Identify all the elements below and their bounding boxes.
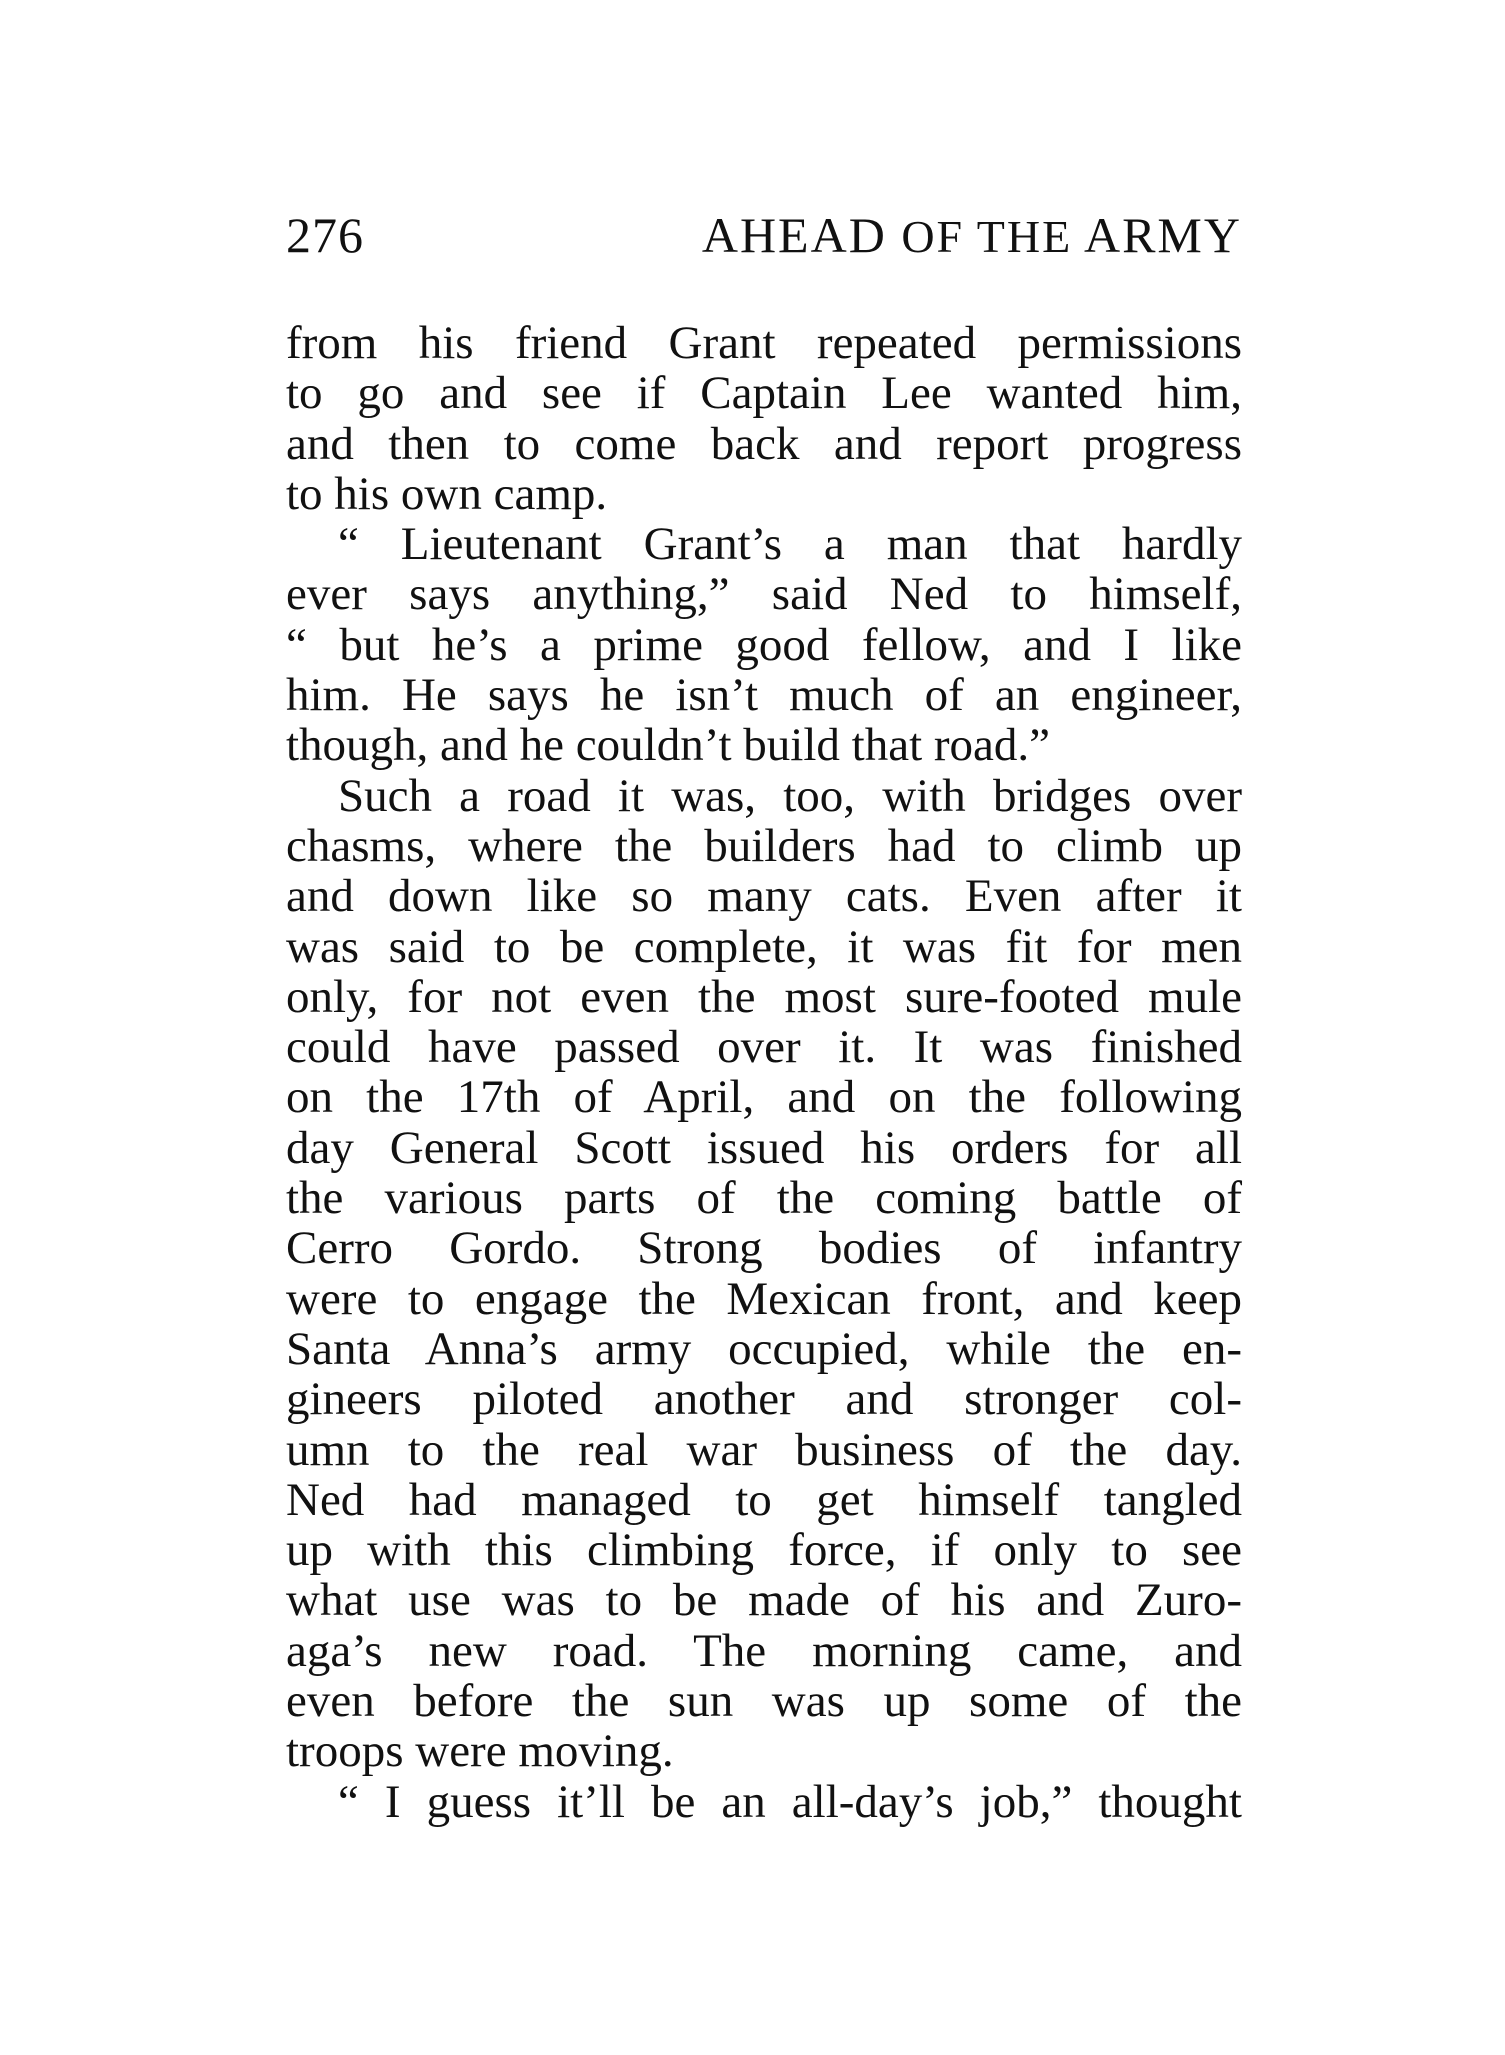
- running-head: [286, 200, 1242, 270]
- text-line: though, and he couldn’t build that road.”: [286, 719, 1051, 772]
- text-line: the various parts of the coming battle of: [286, 1172, 1242, 1225]
- text-line: from his friend Grant repeated permissions: [286, 317, 1242, 369]
- text-line: could have passed over it. It was finished: [286, 1021, 1242, 1074]
- text-line: Ned had managed to get himself tangled: [286, 1473, 1242, 1526]
- text-line: what use was to be made of his and Zuro-: [286, 1574, 1242, 1627]
- running-title: [702, 200, 1242, 272]
- page-number: 276: [286, 207, 364, 263]
- text-line: only, for not even the most sure-footed mule: [286, 970, 1242, 1023]
- text-line: even before the sun was up some of the: [286, 1675, 1242, 1728]
- text-line: chasms, where the builders had to climb up: [286, 819, 1242, 872]
- text-line: “ I guess it’ll be an all-day’s job,” thought: [338, 1775, 1242, 1828]
- text-line: up with this climbing force, if only to see: [286, 1524, 1242, 1577]
- text-line: Cerro Gordo. Strong bodies of infantry: [286, 1222, 1242, 1275]
- text-line: troops were moving.: [286, 1725, 674, 1778]
- text-line: “ Lieutenant Grant’s a man that hardly: [338, 518, 1242, 571]
- running-title-words-of-the: OF THE: [901, 211, 1073, 262]
- text-line: to go and see if Captain Lee wanted him,: [286, 367, 1242, 420]
- running-title-word-army: ARMY: [1083, 207, 1242, 263]
- text-line: gineers piloted another and stronger col-: [286, 1373, 1242, 1426]
- text-line: Santa Anna’s army occupied, while the en-: [286, 1322, 1242, 1375]
- text-line: umn to the real war business of the day.: [286, 1423, 1242, 1476]
- running-title-word-ahead: AHEAD: [701, 207, 887, 263]
- text-line: “ but he’s a prime good fellow, and I like: [286, 618, 1242, 671]
- text-line: and down like so many cats. Even after it: [286, 870, 1242, 923]
- text-line: were to engage the Mexican front, and keep: [286, 1272, 1242, 1325]
- text-line: was said to be complete, it was fit for men: [286, 920, 1242, 973]
- text-line: on the 17th of April, and on the following: [286, 1071, 1242, 1124]
- body-text: [286, 318, 1242, 1827]
- text-line: ever says anything,” said Ned to himself,: [286, 568, 1242, 621]
- text-line: Such a road it was, too, with bridges over: [338, 769, 1242, 822]
- text-line: him. He says he isn’t much of an engineer,: [286, 669, 1242, 722]
- text-line: aga’s new road. The morning came, and: [286, 1624, 1242, 1677]
- text-line: day General Scott issued his orders for all: [286, 1121, 1242, 1174]
- text-line: and then to come back and report progress: [286, 417, 1242, 470]
- text-line: to his own camp.: [286, 467, 608, 520]
